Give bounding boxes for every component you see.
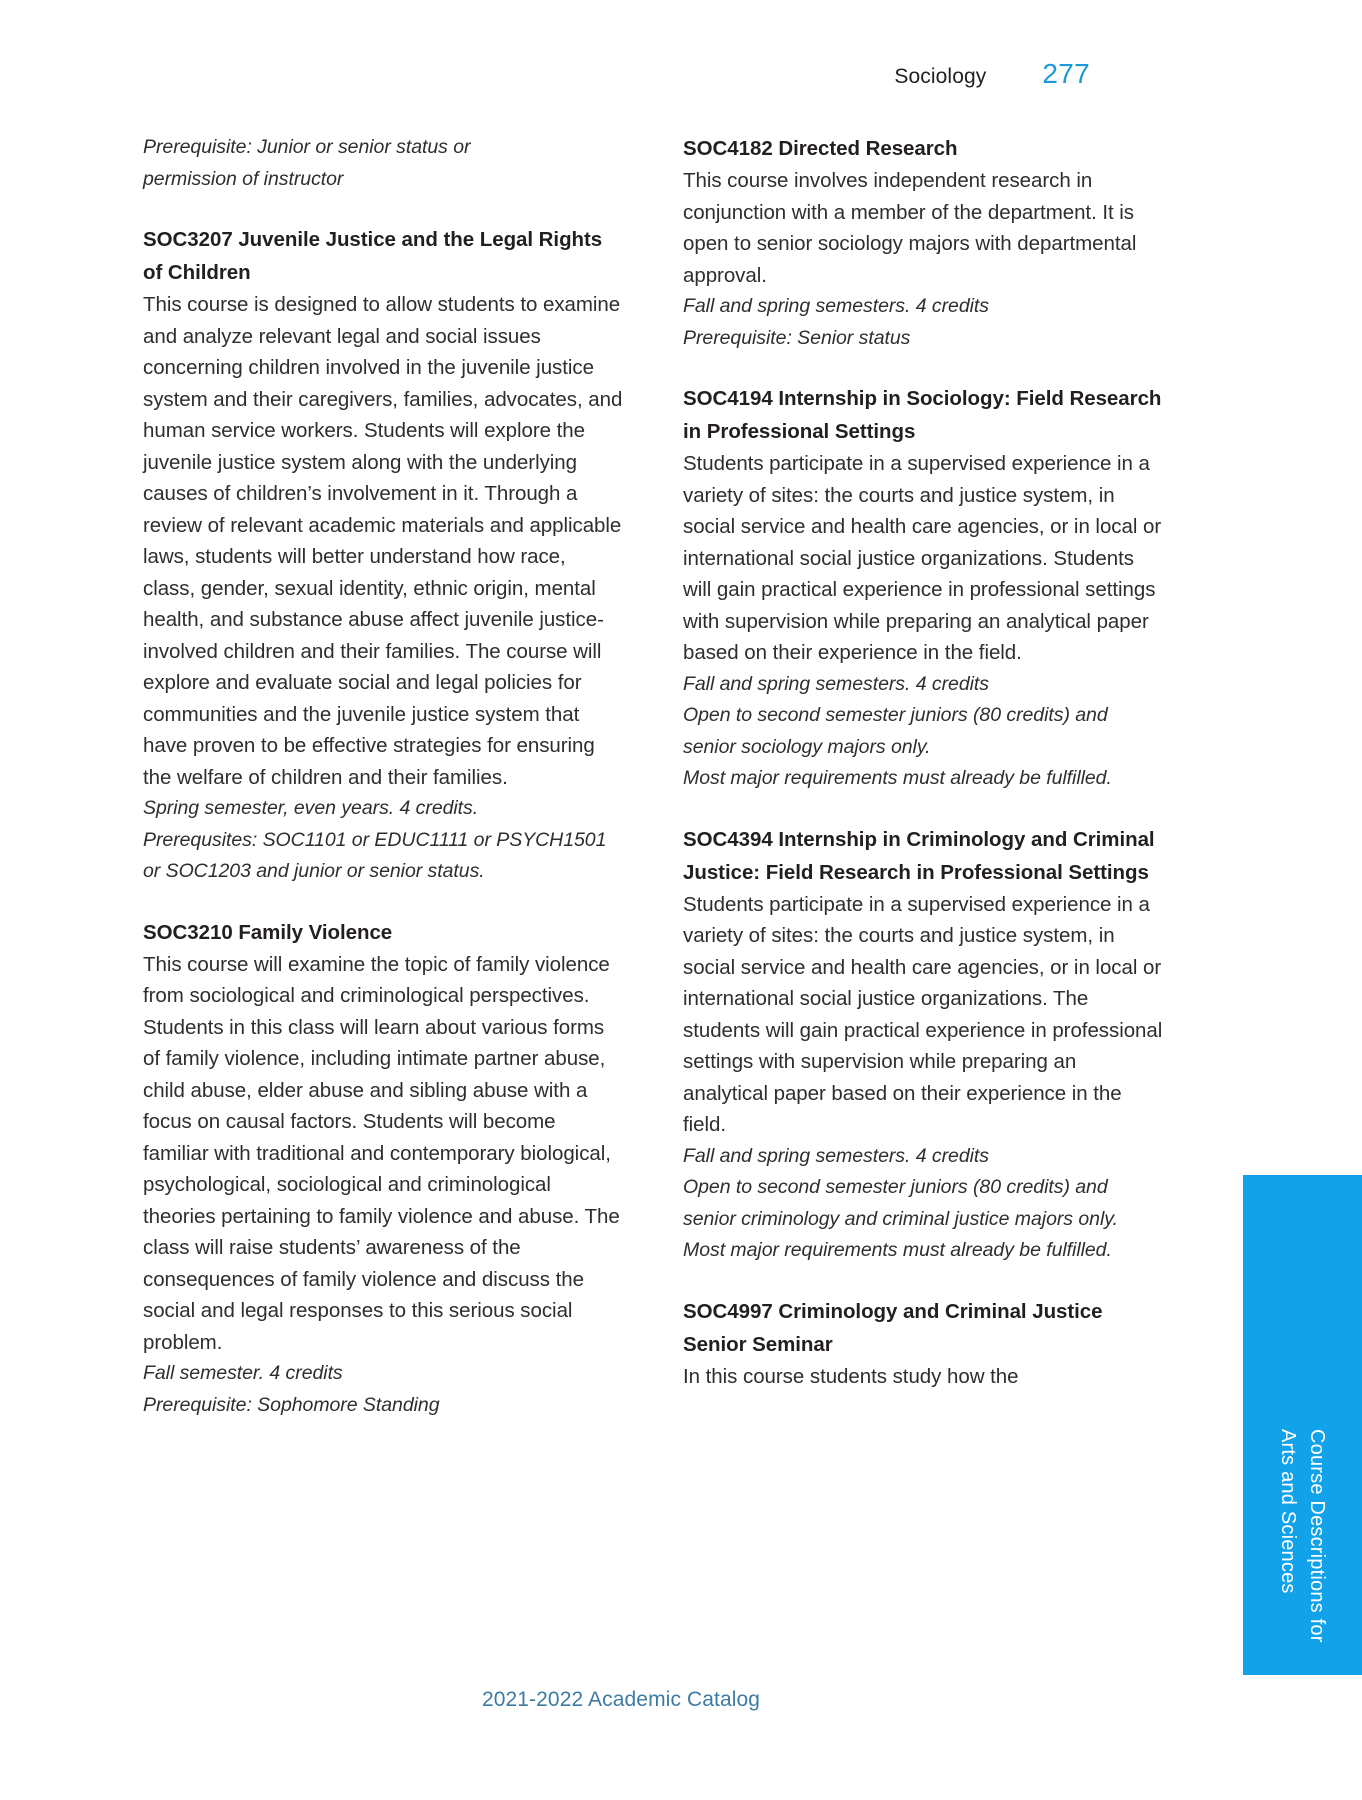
course-title: SOC4194 Internship in Sociology: Field Research in Professional Settings (683, 387, 1162, 443)
course-prerequisite: Prerequsites: SOC1101 or EDUC1111 or PSYCH1501 or SOC1203 and junior or senior status. (143, 828, 607, 882)
course-description: Students participate in a supervised experience in a variety of sites: the courts and justice system, in social service and health care agencies, or in local or international social justice organizations. The students will gain practical experience in professional settings with supervision while preparing an analytical paper based on their experience in the field. (683, 892, 1163, 1136)
course-requirements-note: Most major requirements must already be fulfilled. (683, 1239, 1112, 1261)
course-description: In this course students study how the (683, 1364, 1019, 1388)
course-prerequisite: Prerequisite: Sophomore Standing (143, 1393, 440, 1416)
course-title: SOC4997 Criminology and Criminal Justice Senior Seminar (683, 1299, 1103, 1356)
left-column (143, 132, 623, 1421)
course-note: Fall and spring semesters. 4 credits (683, 1144, 989, 1167)
course-title: SOC4394 Internship in Criminology and Criminal Justice: Field Research in Professional Settings (683, 827, 1155, 884)
course-description: Students participate in a supervised experience in a variety of sites: the courts and justice system, in social service and health care agencies, or in local or international social justice organizations. Students will gain practical experience in professional settings with supervision while preparing an analytical paper based on their experience in the field. (683, 452, 1162, 664)
course-title: SOC4182 Directed Research (683, 137, 958, 160)
course-requirements-note: Most major requirements must already be fulfilled. (683, 767, 1112, 789)
side-tab-label-line2: Arts and Sciences (1277, 1429, 1299, 1594)
course-note: Fall semester. 4 credits (143, 1362, 343, 1384)
course-description: This course involves independent research in conjunction with a member of the department. It is open to senior sociology majors with departmental approval. (683, 169, 1137, 287)
course-entry-soc4182 (683, 132, 1163, 354)
page-number: 277 (1042, 58, 1090, 89)
side-tab-label-line1: Course Descriptions for (1306, 1429, 1328, 1643)
course-entry-soc3207 (143, 223, 623, 888)
page-header (0, 58, 1362, 98)
course-prerequisite: Prerequisite: Senior status (683, 326, 911, 349)
course-description: This course will examine the topic of family violence from sociological and criminological perspectives. Students in this class will learn about various forms of family violence, including intimate partner abuse, child abuse, elder abuse and sibling abuse with a focus on causal factors. Students will become familiar with traditional and contemporary biological, psychological, sociological and criminological theories pertaining to family violence and abuse. The class will raise students’ awareness of the consequences of family violence and discuss the social and legal responses to this serious social problem. (143, 952, 620, 1354)
course-title: SOC3207 Juvenile Justice and the Legal Rights of Children (143, 228, 603, 284)
course-description: This course is designed to allow students to examine and analyze relevant legal and social issues concerning children involved in the juvenile justice system and their caregivers, families, advocates, and human service workers. Students will explore the juvenile justice system along with the underlying causes of children’s involvement in it. Through a review of relevant academic materials and applicable laws, students will better understand how race, class, gender, sexual identity, ethnic origin, mental health, and substance abuse affect juvenile justice-involved children and their families. The course will explore and evaluate social and legal policies for communities and the juvenile justice system that have proven to be effective strategies for ensuring the welfare of children and their families. (143, 293, 623, 789)
course-entry-soc4394 (683, 823, 1163, 1267)
body-columns (143, 132, 1163, 1421)
course-enrollment-note: Open to second semester juniors (80 credits) and senior sociology majors only. (683, 704, 1108, 758)
course-entry-soc3210 (143, 916, 623, 1422)
right-column (683, 132, 1163, 1421)
course-entry-soc4194 (683, 382, 1163, 795)
section-side-tab (1243, 1175, 1362, 1675)
course-entry-soc4997 (683, 1295, 1163, 1393)
prerequisite-line-1: Prerequisite: Junior or senior status or (143, 136, 471, 158)
course-note: Spring semester, even years. 4 credits. (143, 797, 479, 819)
course-note: Fall and spring semesters. 4 credits (683, 672, 989, 695)
course-note: Fall and spring semesters. 4 credits (683, 295, 989, 317)
prerequisite-line-2: permission of instructor (143, 167, 344, 190)
header-section-title: Sociology (894, 65, 987, 88)
continued-prerequisite-note (143, 132, 623, 195)
footer-catalog-label: 2021-2022 Academic Catalog (481, 1688, 761, 1711)
course-title: SOC3210 Family Violence (143, 920, 393, 944)
course-enrollment-note: Open to second semester juniors (80 credits) and senior criminology and criminal justice majors only. (683, 1176, 1118, 1230)
page-footer (0, 1688, 1362, 1712)
